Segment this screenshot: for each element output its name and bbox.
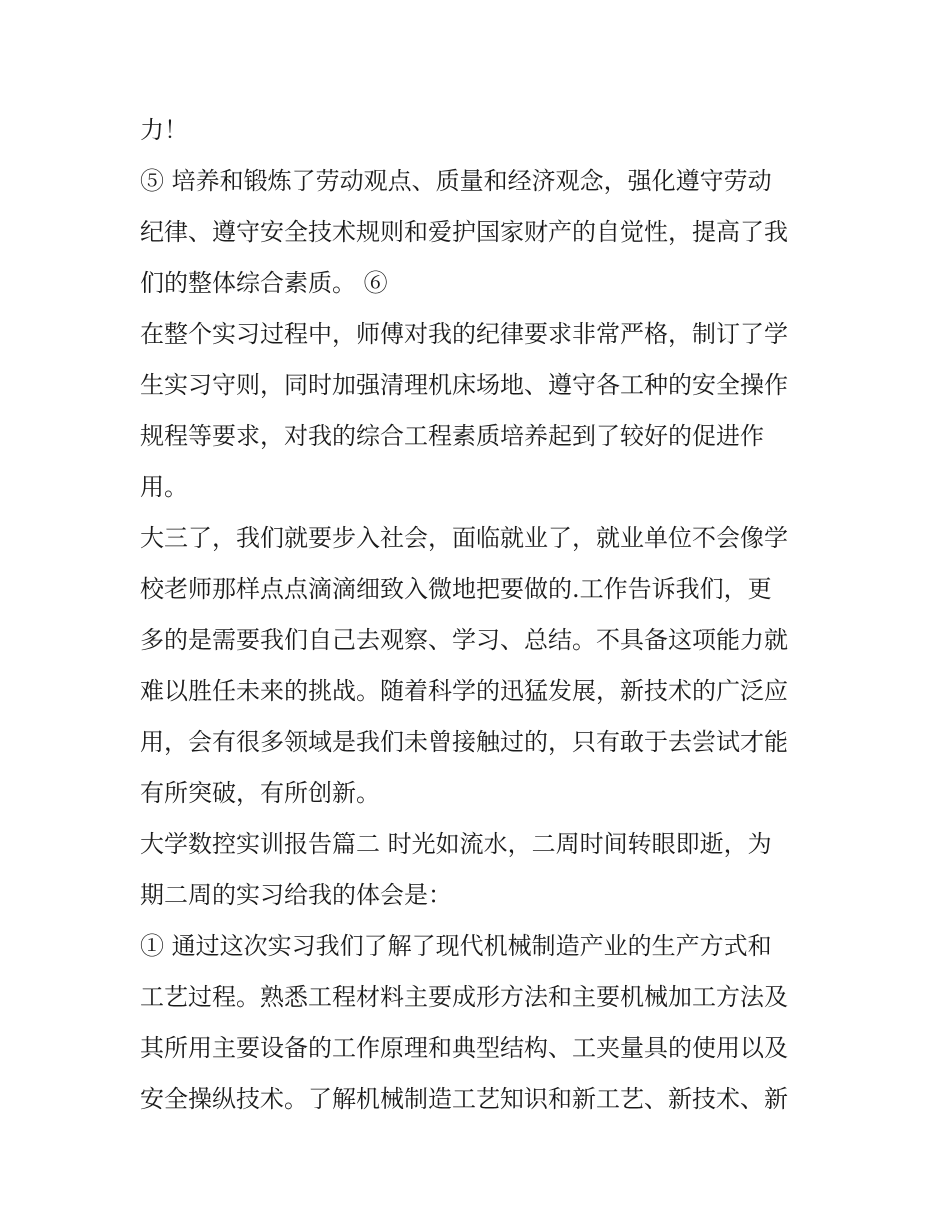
text-line: 力！ [140, 116, 188, 144]
text-line: 大学数控实训报告篇二 时光如流水，二周时间转眼即逝，为 [140, 830, 772, 858]
text-line: 多的是需要我们自己去观察、学习、总结。不具备这项能力就 [140, 626, 788, 654]
text-line: 难以胜任未来的挑战。随着科学的迅猛发展，新技术的广泛应 [140, 677, 788, 705]
text-line: 生实习守则，同时加强清理机床场地、遵守各工种的安全操作 [140, 371, 788, 399]
text-line: 纪律、遵守安全技术规则和爱护国家财产的自觉性，提高了我 [140, 218, 788, 246]
document-body [140, 105, 820, 1125]
text-line: 有所突破，有所创新。 [140, 779, 380, 807]
text-line: 安全操纵技术。了解机械制造工艺知识和新工艺、新技术、新 [140, 1085, 788, 1113]
text-line: 其所用主要设备的工作原理和典型结构、工夹量具的使用以及 [140, 1034, 788, 1062]
text-line: 用，会有很多领域是我们未曾接触过的，只有敢于去尝试才能 [140, 728, 788, 756]
text-line: 们的整体综合素质。 ⑥ [140, 269, 388, 297]
text-line: 规程等要求，对我的综合工程素质培养起到了较好的促进作 [140, 422, 764, 450]
text-line: 期二周的实习给我的体会是： [140, 881, 452, 909]
text-line: ① 通过这次实习我们了解了现代机械制造产业的生产方式和 [140, 932, 772, 960]
text-line: 工艺过程。熟悉工程材料主要成形方法和主要机械加工方法及 [140, 983, 788, 1011]
text-line: 大三了，我们就要步入社会，面临就业了，就业单位不会像学 [140, 524, 788, 552]
text-line: 用。 [140, 473, 188, 501]
text-line: ⑤ 培养和锻炼了劳动观点、质量和经济观念，强化遵守劳动 [140, 167, 772, 195]
text-line: 校老师那样点点滴滴细致入微地把要做的.工作告诉我们，更 [140, 575, 772, 603]
text-line: 在整个实习过程中，师傅对我的纪律要求非常严格，制订了学 [140, 320, 788, 348]
